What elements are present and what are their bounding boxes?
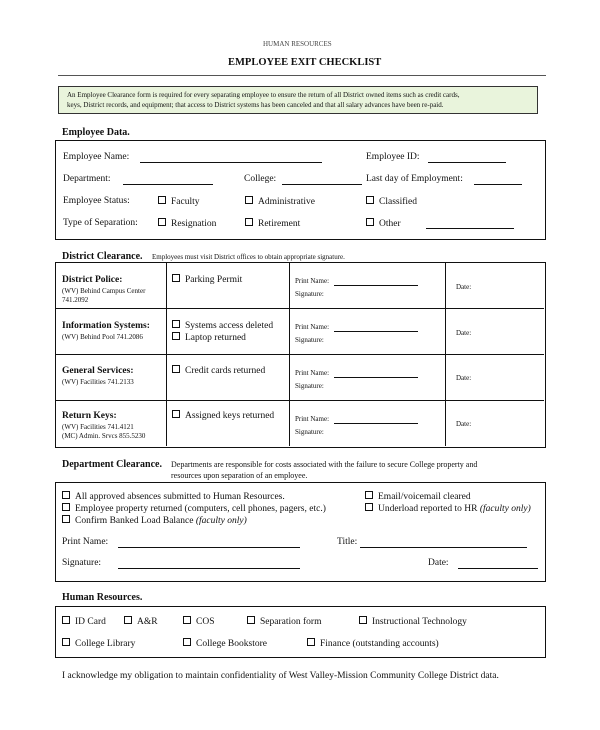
date-label: Date: bbox=[456, 283, 472, 291]
checkbox-icon[interactable] bbox=[172, 332, 180, 340]
department-heading: Department Clearance. bbox=[62, 459, 162, 470]
row-divider bbox=[56, 308, 544, 309]
separation-label: Type of Separation: bbox=[63, 218, 138, 228]
email-cleared-item[interactable]: Email/voicemail cleared bbox=[365, 491, 471, 502]
employee-id-field[interactable] bbox=[428, 162, 506, 163]
checkbox-icon[interactable] bbox=[245, 196, 253, 204]
checkbox-icon[interactable] bbox=[158, 196, 166, 204]
notice-line-1: An Employee Clearance form is required for every separating employee to ensure the return of all District owned items such as credit cards, bbox=[67, 91, 460, 99]
last-day-label: Last day of Employment: bbox=[366, 174, 463, 184]
separation-other-field[interactable] bbox=[426, 228, 514, 229]
checkbox-icon[interactable] bbox=[62, 491, 70, 499]
hr-instructional-technology[interactable]: Instructional Technology bbox=[359, 616, 467, 627]
separation-resignation[interactable]: Resignation bbox=[158, 218, 216, 229]
row-divider bbox=[56, 354, 544, 355]
checkbox-icon[interactable] bbox=[172, 274, 180, 282]
print-name-field[interactable] bbox=[334, 377, 418, 378]
general-services-title: General Services: bbox=[62, 366, 134, 376]
checkbox-icon[interactable] bbox=[172, 365, 180, 373]
print-name-label: Print Name: bbox=[295, 369, 330, 377]
notice-line-2: keys, District records, and equipment; that access to District systems has been canceled and that all salary advances have been re-paid. bbox=[67, 101, 444, 109]
print-name-label: Print Name: bbox=[295, 323, 330, 331]
district-clearance-table bbox=[55, 262, 546, 448]
dept-print-name-field[interactable] bbox=[118, 547, 300, 548]
district-subtext: Employees must visit District offices to obtain appropriate signature. bbox=[152, 253, 345, 261]
dept-signature-label: Signature: bbox=[62, 558, 102, 568]
systems-access-item[interactable]: Systems access deleted bbox=[172, 320, 273, 331]
college-label: College: bbox=[244, 174, 277, 184]
dept-signature-field[interactable] bbox=[118, 568, 300, 569]
district-heading: District Clearance. bbox=[62, 251, 143, 262]
status-classified[interactable]: Classified bbox=[366, 196, 417, 207]
date-label: Date: bbox=[456, 329, 472, 337]
signature-label: Signature: bbox=[295, 290, 324, 298]
employee-heading: Employee Data. bbox=[62, 127, 130, 138]
department-field[interactable] bbox=[123, 184, 213, 185]
page-title: EMPLOYEE EXIT CHECKLIST bbox=[228, 57, 382, 68]
banked-load-item[interactable]: Confirm Banked Load Balance (faculty only) bbox=[62, 515, 247, 526]
property-returned-item[interactable]: Employee property returned (computers, cell phones, pagers, etc.) bbox=[62, 503, 326, 514]
department-subtext-1: Departments are responsible for costs associated with the failure to secure College property and bbox=[171, 460, 478, 469]
hr-box bbox=[55, 606, 546, 658]
checkbox-icon[interactable] bbox=[365, 491, 373, 499]
checkbox-icon[interactable] bbox=[172, 410, 180, 418]
checkbox-icon[interactable] bbox=[366, 218, 374, 226]
information-systems-title: Information Systems: bbox=[62, 321, 150, 331]
district-police-title: District Police: bbox=[62, 275, 123, 285]
checkbox-icon[interactable] bbox=[172, 320, 180, 328]
hr-separation-form[interactable]: Separation form bbox=[247, 616, 321, 627]
print-name-field[interactable] bbox=[334, 331, 418, 332]
signature-label: Signature: bbox=[295, 382, 324, 390]
credit-cards-item[interactable]: Credit cards returned bbox=[172, 365, 265, 376]
hr-id-card[interactable]: ID Card bbox=[62, 616, 106, 627]
hr-finance[interactable]: Finance (outstanding accounts) bbox=[307, 638, 439, 649]
checkbox-icon[interactable] bbox=[158, 218, 166, 226]
hr-heading: Human Resources. bbox=[62, 592, 143, 603]
department-clearance-box bbox=[55, 482, 546, 582]
department-caption: HUMAN RESOURCES bbox=[263, 40, 332, 48]
department-subtext-2: resources upon separation of an employee. bbox=[171, 471, 308, 480]
laptop-returned-item[interactable]: Laptop returned bbox=[172, 332, 246, 343]
return-keys-location-mc: (MC) Admin. Srvcs 855.5230 bbox=[62, 432, 146, 440]
employee-name-field[interactable] bbox=[140, 162, 322, 163]
checkbox-icon[interactable] bbox=[183, 616, 191, 624]
print-name-field[interactable] bbox=[334, 285, 418, 286]
dept-title-field[interactable] bbox=[360, 547, 527, 548]
checkbox-icon[interactable] bbox=[366, 196, 374, 204]
employee-id-label: Employee ID: bbox=[366, 152, 420, 162]
information-systems-location: (WV) Behind Pool 741.2086 bbox=[62, 333, 143, 341]
date-label: Date: bbox=[456, 374, 472, 382]
checkbox-icon[interactable] bbox=[245, 218, 253, 226]
checkbox-icon[interactable] bbox=[183, 638, 191, 646]
district-police-location: (WV) Behind Campus Center bbox=[62, 287, 146, 295]
dept-title-label: Title: bbox=[337, 537, 358, 547]
assigned-keys-item[interactable]: Assigned keys returned bbox=[172, 410, 274, 421]
employee-name-label: Employee Name: bbox=[63, 152, 130, 162]
row-divider bbox=[56, 400, 544, 401]
checkbox-icon[interactable] bbox=[62, 515, 70, 523]
checkbox-icon[interactable] bbox=[62, 638, 70, 646]
dept-date-label: Date: bbox=[428, 558, 449, 568]
hr-college-bookstore[interactable]: College Bookstore bbox=[183, 638, 267, 649]
checkbox-icon[interactable] bbox=[307, 638, 315, 646]
separation-other[interactable]: Other bbox=[366, 218, 401, 229]
absences-item[interactable]: All approved absences submitted to Human Resources. bbox=[62, 491, 285, 502]
print-name-label: Print Name: bbox=[295, 277, 330, 285]
separation-retirement[interactable]: Retirement bbox=[245, 218, 300, 229]
status-label: Employee Status: bbox=[63, 196, 130, 206]
hr-cos[interactable]: COS bbox=[183, 616, 214, 627]
notice-box bbox=[58, 86, 538, 114]
status-administrative[interactable]: Administrative bbox=[245, 196, 315, 207]
dept-date-field[interactable] bbox=[458, 568, 538, 569]
checkbox-icon[interactable] bbox=[62, 616, 70, 624]
checkbox-icon[interactable] bbox=[124, 616, 132, 624]
district-police-phone: 741.2092 bbox=[62, 296, 89, 304]
return-keys-location-wv: (WV) Facilities 741.4121 bbox=[62, 423, 134, 431]
parking-permit-item[interactable]: Parking Permit bbox=[172, 274, 242, 285]
checkbox-icon[interactable] bbox=[247, 616, 255, 624]
checkbox-icon[interactable] bbox=[359, 616, 367, 624]
last-day-field[interactable] bbox=[474, 184, 522, 185]
hr-a-and-r[interactable]: A&R bbox=[124, 616, 158, 627]
college-field[interactable] bbox=[282, 184, 362, 185]
department-label: Department: bbox=[63, 174, 111, 184]
checkbox-icon[interactable] bbox=[62, 503, 70, 511]
date-label: Date: bbox=[456, 420, 472, 428]
hr-college-library[interactable]: College Library bbox=[62, 638, 135, 649]
employee-data-box bbox=[55, 140, 546, 240]
dept-print-name-label: Print Name: bbox=[62, 537, 109, 547]
signature-label: Signature: bbox=[295, 336, 324, 344]
return-keys-title: Return Keys: bbox=[62, 411, 117, 421]
checkbox-icon[interactable] bbox=[365, 503, 373, 511]
print-name-label: Print Name: bbox=[295, 415, 330, 423]
print-name-field[interactable] bbox=[334, 423, 418, 424]
underload-item[interactable]: Underload reported to HR (faculty only) bbox=[365, 503, 531, 514]
title-rule bbox=[58, 75, 546, 76]
signature-label: Signature: bbox=[295, 428, 324, 436]
general-services-location: (WV) Facilities 741.2133 bbox=[62, 378, 134, 386]
acknowledgement-text: I acknowledge my obligation to maintain confidentiality of West Valley-Mission Community College District data. bbox=[62, 671, 499, 681]
status-faculty[interactable]: Faculty bbox=[158, 196, 200, 207]
